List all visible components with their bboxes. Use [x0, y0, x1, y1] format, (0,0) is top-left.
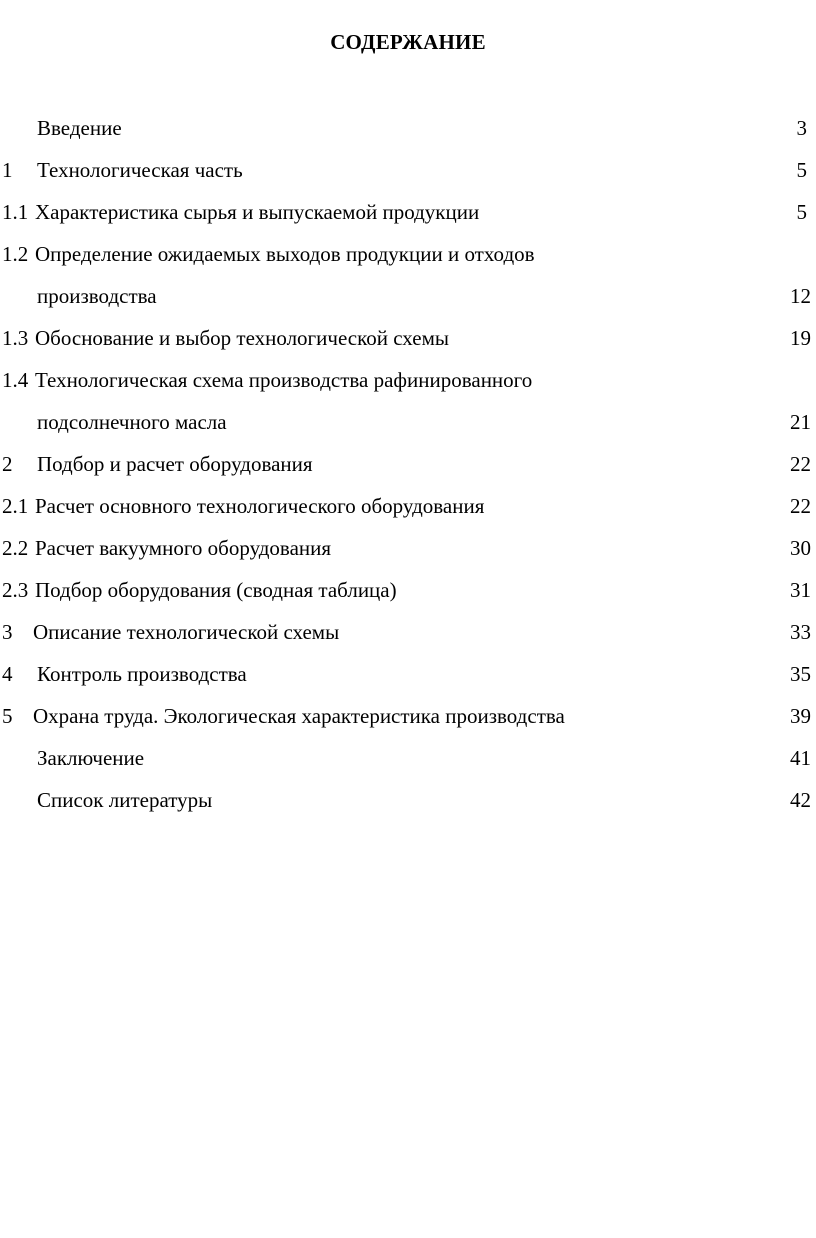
toc-entry-2-2	[0, 534, 816, 576]
toc-entry-number: 5	[2, 704, 13, 728]
toc-entry-number: 2.1	[2, 494, 29, 518]
toc-entry-page: 35	[790, 662, 811, 686]
toc-entry-text: Технологическая часть	[37, 158, 243, 182]
toc-entry-1-2	[0, 240, 816, 282]
toc-entry-text: Технологическая схема производства рафинированного	[35, 368, 533, 392]
toc-entry-number: 1.1	[2, 200, 29, 224]
toc-entry-2-3	[0, 576, 816, 618]
toc-entry-text: Охрана труда. Экологическая характеристика производства	[33, 704, 565, 728]
toc-entry-page: 41	[790, 746, 811, 770]
toc-entry-text: Контроль производства	[37, 662, 247, 686]
toc-entry-page: 22	[790, 452, 811, 476]
toc-entry-text: Подбор и расчет оборудования	[37, 452, 313, 476]
toc-entry-page: 31	[790, 578, 811, 602]
toc-entry-page: 3	[796, 116, 807, 140]
toc-entry-page: 12	[790, 284, 811, 308]
toc-entry-page: 21	[790, 410, 811, 434]
toc-entry-number: 1.4	[2, 368, 29, 392]
toc-entry-page: 30	[790, 536, 811, 560]
toc-entry-page: 5	[796, 158, 807, 182]
toc-entry-number: 3	[2, 620, 13, 644]
toc-entry-page: 39	[790, 704, 811, 728]
toc-entry-number: 1.3	[2, 326, 29, 350]
toc-entry-text: производства	[37, 284, 157, 308]
toc-entry-1	[0, 156, 816, 198]
toc-entry-page: 19	[790, 326, 811, 350]
toc-entry-number: 4	[2, 662, 13, 686]
toc-entry-page: 22	[790, 494, 811, 518]
toc-entry-1-2-cont	[0, 282, 816, 324]
toc-entry-number: 2.3	[2, 578, 29, 602]
toc-entry-text: подсолнечного масла	[37, 410, 227, 434]
toc-entry-page: 33	[790, 620, 811, 644]
toc-entry-text: Расчет основного технологического оборудования	[35, 494, 485, 518]
table-of-contents	[0, 114, 816, 828]
toc-entry-text: Список литературы	[37, 788, 213, 812]
toc-entry-intro	[0, 114, 816, 156]
toc-entry-1-4-cont	[0, 408, 816, 450]
toc-entry-2	[0, 450, 816, 492]
toc-title: СОДЕРЖАНИЕ	[330, 30, 486, 54]
toc-entry-1-4	[0, 366, 816, 408]
toc-entry-text: Определение ожидаемых выходов продукции и отходов	[35, 242, 535, 266]
toc-entry-page: 42	[790, 788, 811, 812]
toc-entry-2-1	[0, 492, 816, 534]
toc-entry-1-1	[0, 198, 816, 240]
toc-entry-text: Обоснование и выбор технологической схемы	[35, 326, 449, 350]
toc-entry-text: Заключение	[37, 746, 145, 770]
toc-entry-text: Расчет вакуумного оборудования	[35, 536, 332, 560]
toc-entry-1-3	[0, 324, 816, 366]
toc-entry-text: Подбор оборудования (сводная таблица)	[35, 578, 397, 602]
toc-entry-number: 2	[2, 452, 13, 476]
toc-entry-5	[0, 702, 816, 744]
toc-entry-references	[0, 786, 816, 828]
toc-entry-3	[0, 618, 816, 660]
toc-entry-number: 2.2	[2, 536, 29, 560]
toc-entry-text: Характеристика сырья и выпускаемой продукции	[35, 200, 480, 224]
toc-entry-number: 1	[2, 158, 13, 182]
toc-entry-4	[0, 660, 816, 702]
toc-entry-number: 1.2	[2, 242, 29, 266]
toc-entry-text: Описание технологической схемы	[33, 620, 340, 644]
toc-entry-page: 5	[796, 200, 807, 224]
toc-entry-conclusion	[0, 744, 816, 786]
toc-entry-text: Введение	[37, 116, 122, 140]
